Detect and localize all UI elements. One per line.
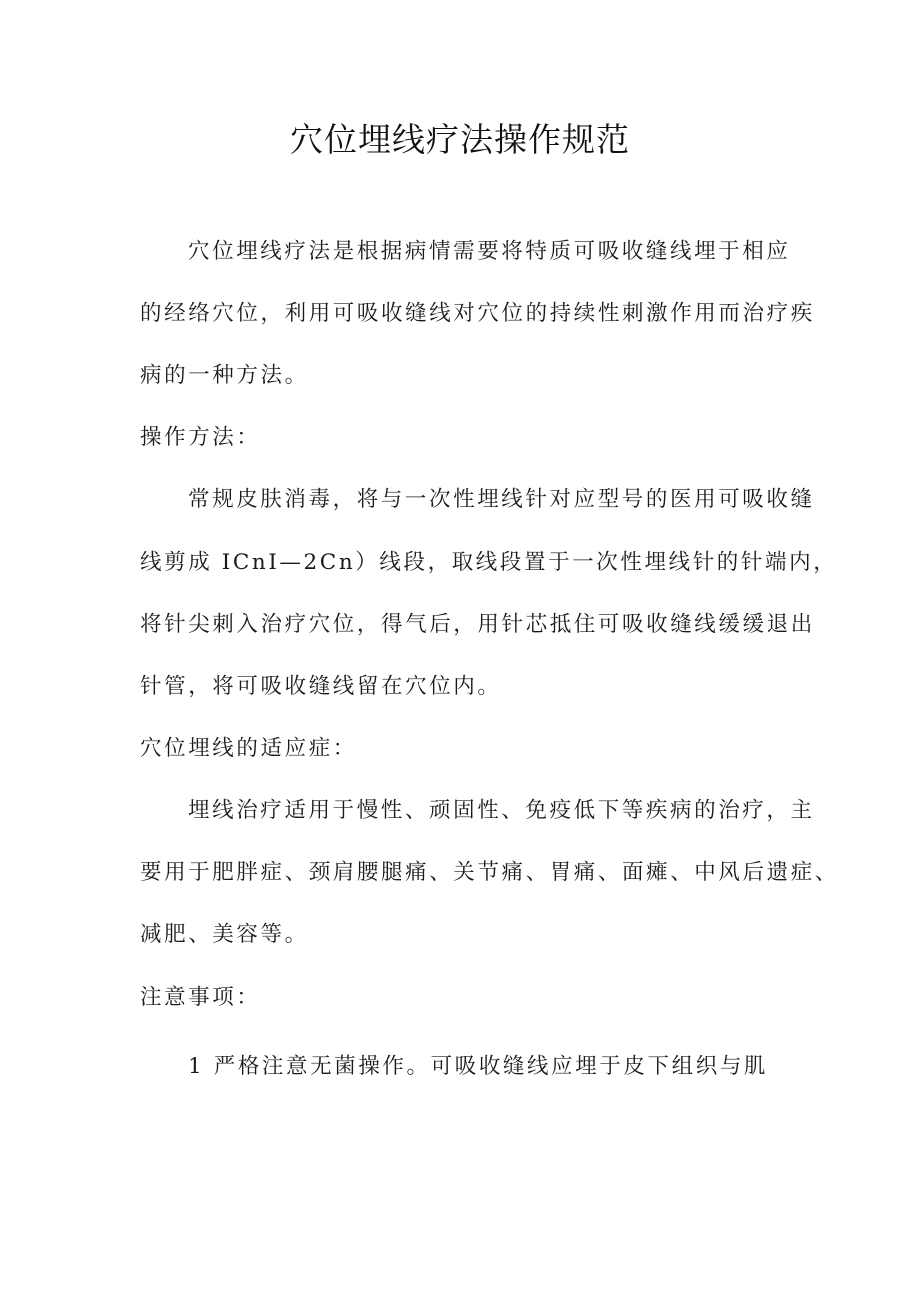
paragraph-line: 埋线治疗适用于慢性、顽固性、免疫低下等疾病的治疗，主 <box>188 798 815 823</box>
document-title: 穴位埋线疗法操作规范 <box>290 120 630 159</box>
paragraph-line: 的经络穴位，利用可吸收缝线对穴位的持续性刺激作用而治疗疾 <box>140 301 815 326</box>
paragraph-line: 常规皮肤消毒，将与一次性埋线针对应型号的医用可吸收缝 <box>188 487 815 512</box>
section-heading: 操作方法： <box>140 425 261 450</box>
paragraph-line: 1 严格注意无菌操作。可吸收缝线应埋于皮下组织与肌 <box>188 1054 769 1079</box>
section-heading: 注意事项： <box>140 985 261 1010</box>
paragraph-line: 病的一种方法。 <box>140 363 309 388</box>
paragraph-line: 线剪成 ICnI—2Cn）线段，取线段置于一次性埋线针的针端内， <box>140 550 838 575</box>
paragraph-line: 针管，将可吸收缝线留在穴位内。 <box>140 674 502 699</box>
paragraph-line: 要用于肥胖症、颈肩腰腿痛、关节痛、胃痛、面瘫、中风后遗症、 <box>140 860 839 885</box>
paragraph-line: 减肥、美容等。 <box>140 922 309 947</box>
paragraph-line: 将针尖刺入治疗穴位，得气后，用针芯抵住可吸收缝线缓缓退出 <box>140 612 815 637</box>
paragraph-line: 穴位埋线疗法是根据病情需要将特质可吸收缝线埋于相应 <box>188 239 791 264</box>
section-heading: 穴位埋线的适应症： <box>140 736 357 761</box>
